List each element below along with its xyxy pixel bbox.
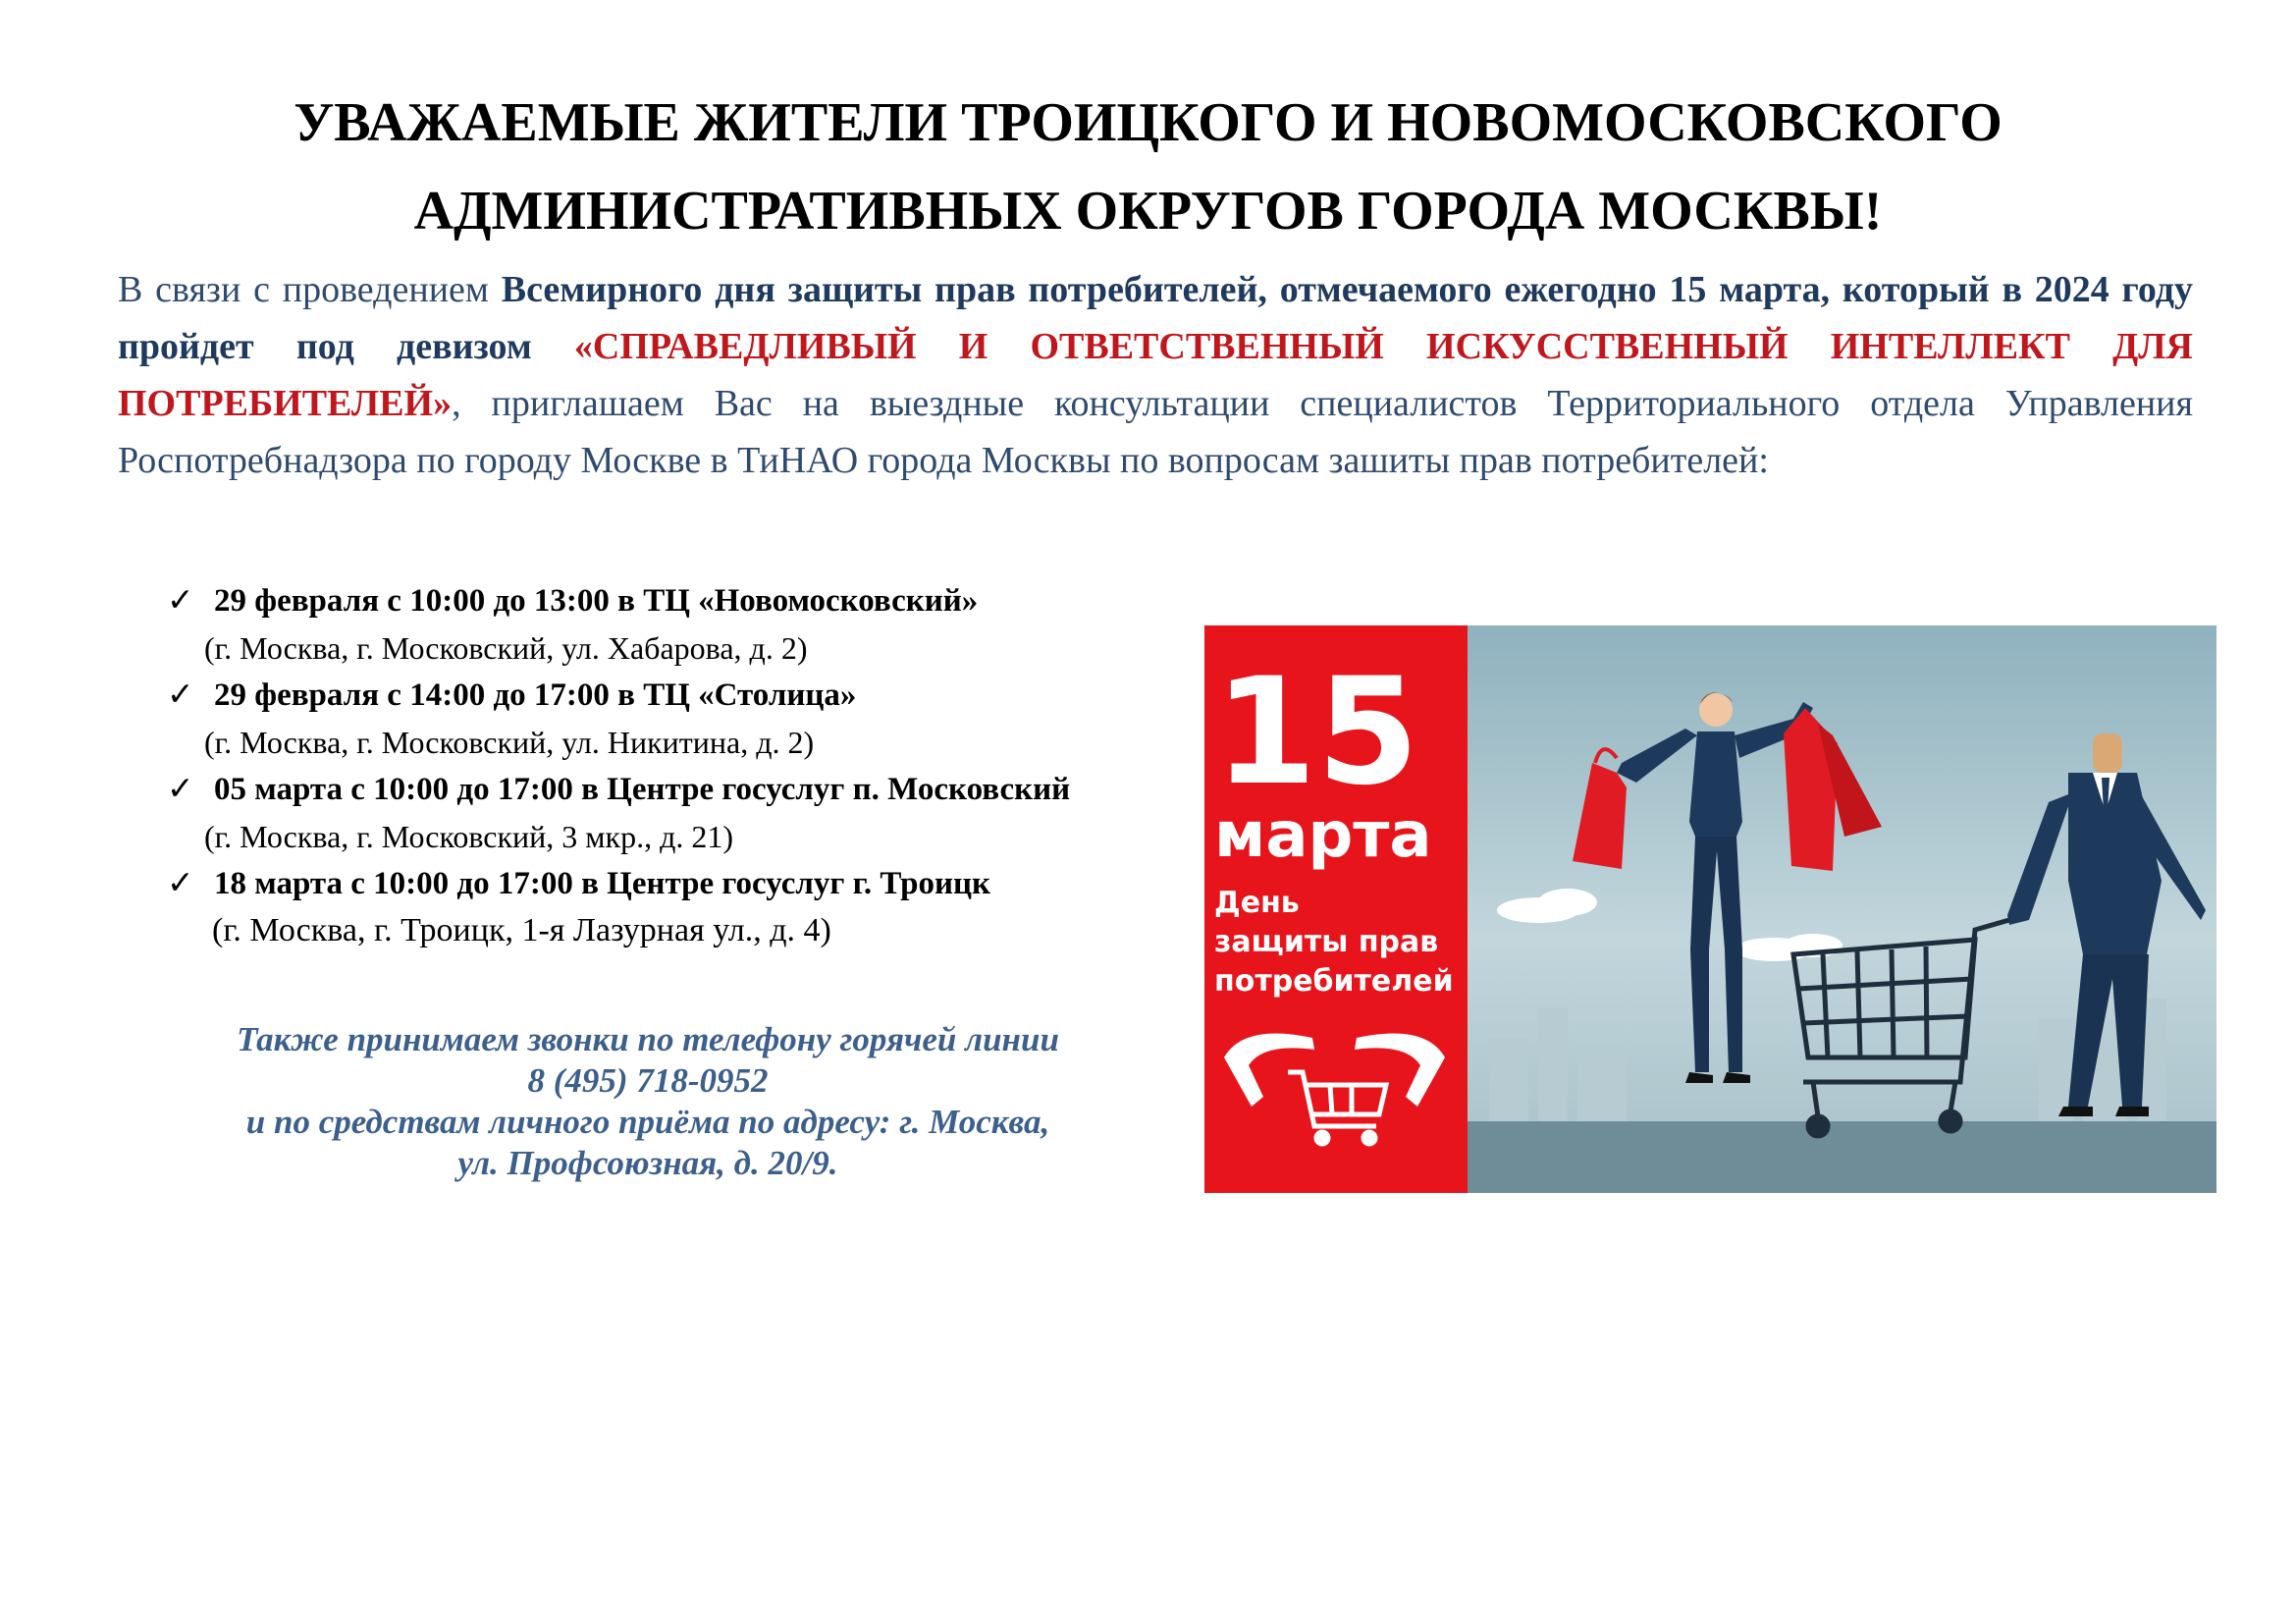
checkmark-icon: ✓ [167, 772, 194, 807]
intro-part-2: , приглашаем Вас на выездные консультации специалистов Территориального отдела Управления Роспотребнадзора по городу Москве в ТиНАО города Москвы по вопросам зашиты прав потребителей: [118, 383, 2193, 481]
hotline-info [118, 1019, 1178, 1184]
intro-slogan: «СПРАВЕДЛИВЫЙ И ОТВЕТСТВЕННЫЙ ИСКУССТВЕННЫЙ ИНТЕЛЛЕКТ ДЛЯ ПОТРЕБИТЕЛЕЙ» [118, 326, 2193, 424]
event-item [167, 577, 1207, 672]
hotline-text: Также принимаем звонки по телефону горячей линии [237, 1020, 1059, 1058]
intro-bold: Всемирного дня защиты прав потребителей, отмечаемого ежегодно 15 марта, который в 2024 году пройдет под девизом [118, 269, 2193, 367]
event-title: 29 февраля с 10:00 до 13:00 в ТЦ «Новомосковский» [214, 583, 979, 619]
event-address: (г. Москва, г. Троицк, 1-я Лазурная ул., д. 4) [212, 912, 831, 948]
banner-caption-2: защиты прав [1214, 925, 1439, 959]
banner-day: 15 [1214, 647, 1419, 818]
event-address: (г. Москва, г. Московский, ул. Никитина, д. 2) [204, 725, 815, 760]
event-address: (г. Москва, г. Московский, ул. Хабарова, д. 2) [204, 630, 808, 666]
banner-caption-3: потребителей [1214, 964, 1454, 999]
title-line-2: АДМИНИСТРАТИВНЫХ ОКРУГОВ ГОРОДА МОСКВЫ! [413, 181, 1883, 242]
event-title: 29 февраля с 14:00 до 17:00 в ТЦ «Столица» [214, 677, 857, 713]
ground [1468, 1121, 2216, 1193]
banner-caption-1: День [1214, 886, 1300, 920]
intro-part-1: В связи с проведением [118, 269, 502, 310]
intro-paragraph [118, 261, 2193, 489]
checkmark-icon: ✓ [167, 583, 194, 619]
hotline-phone: 8 (495) 718-0952 [527, 1061, 769, 1100]
event-title: 05 марта с 10:00 до 17:00 в Центре госуслуг п. Московский [214, 772, 1071, 807]
consumer-day-banner [1204, 625, 2216, 1193]
events-list [167, 577, 1207, 954]
page-title [0, 79, 2296, 255]
event-title: 18 марта с 10:00 до 17:00 в Центре госуслуг г. Троицк [214, 866, 991, 901]
reception-text: и по средствам личного приёма по адресу: г. Москва, [245, 1103, 1050, 1141]
banner-month: марта [1214, 799, 1432, 872]
event-item [167, 672, 1207, 766]
reception-address: ул. Профсоюзная, д. 20/9. [457, 1144, 838, 1182]
event-item [167, 860, 1207, 954]
event-address: (г. Москва, г. Московский, 3 мкр., д. 21) [204, 819, 734, 854]
title-line-1: УВАЖАЕМЫЕ ЖИТЕЛИ ТРОИЦКОГО И НОВОМОСКОВСКОГО [294, 92, 2002, 153]
checkmark-icon: ✓ [167, 677, 194, 713]
checkmark-icon: ✓ [167, 866, 194, 901]
event-item [167, 766, 1207, 860]
